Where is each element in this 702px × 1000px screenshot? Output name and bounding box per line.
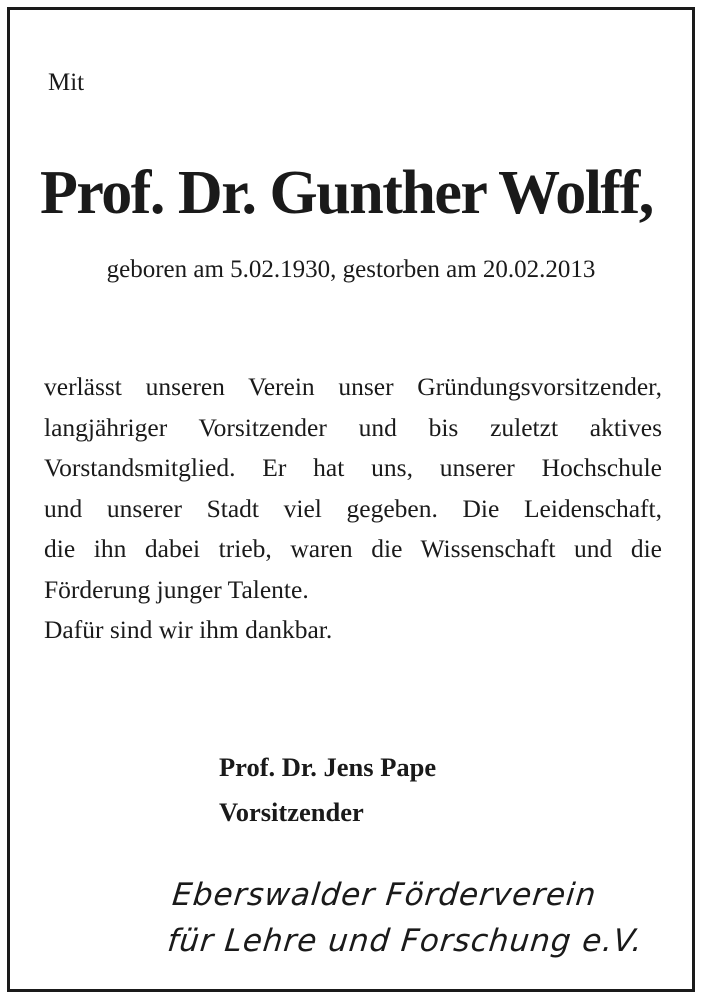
body-line: Förderung junger Talente. [44,574,309,604]
deceased-name: Prof. Dr. Gunther Wolff, [40,159,653,227]
body-line: Vorstandsmitglied. Er hat uns, unserer Hochschule [44,453,662,482]
organization-line-1: Eberswalder Förderverein [170,877,599,913]
organization-name [165,872,650,964]
body-line: Dafür sind wir ihm dankbar. [44,615,333,644]
body-line: verlässt unseren Verein unser Gründungsvorsitzender, [44,372,662,401]
notice-body [44,367,662,651]
signer-name: Prof. Dr. Jens Pape [219,752,437,782]
signature-block [219,745,436,835]
obituary-notice [7,7,695,992]
intro-word: Mit [48,69,85,96]
life-dates: geboren am 5.02.1930, gestorben am 20.02.2013 [106,256,596,283]
organization-line-2: für Lehre und Forschung e.V. [165,923,645,959]
body-line: langjähriger Vorsitzender und bis zuletzt aktives [44,412,662,442]
body-line: und unserer Stadt viel gegeben. Die Leidenschaft, [44,493,662,523]
body-line: die ihn dabei trieb, waren die Wissenschaft und die [44,534,662,563]
signer-role: Vorsitzender [219,797,364,827]
